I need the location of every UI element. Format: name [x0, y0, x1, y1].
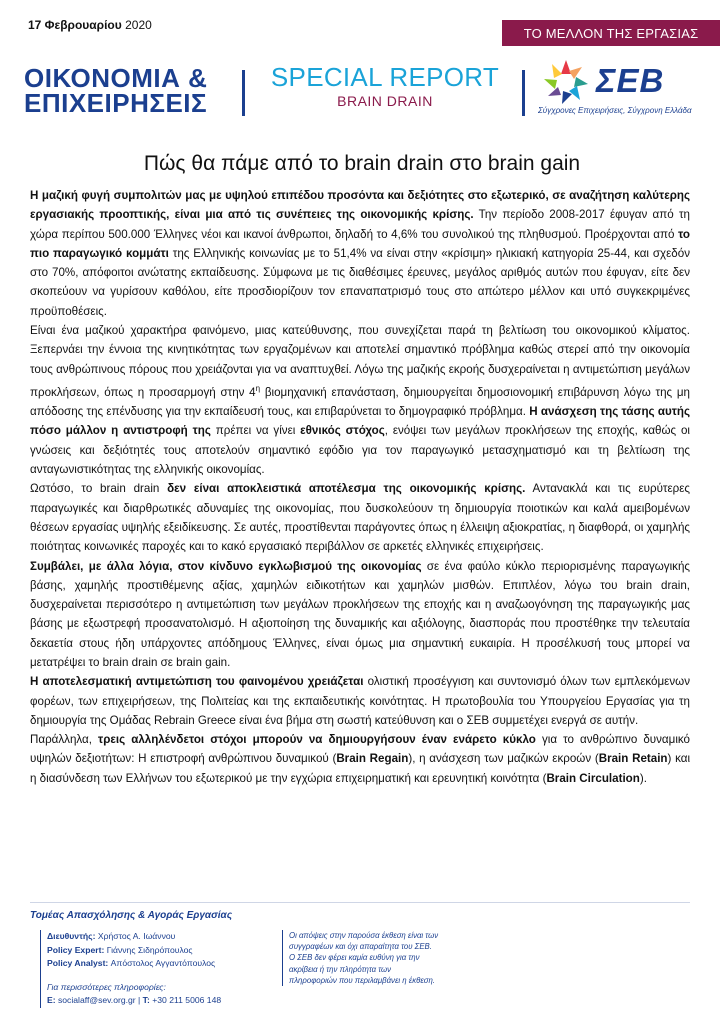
paragraph [30, 730, 690, 788]
date-year: 2020 [125, 18, 152, 32]
text-run: βιομηχανική επανάσταση, δημιουργείται δημοσιονομική επιβάρυνση λόγω της μη απόδοσης της επένδυσης για την εκπαίδευσή τους, και επιβαρύνεται το δημογραφικό πρόβλημα. [30, 385, 690, 419]
director-label: Διευθυντής: [47, 931, 96, 941]
director-name: Χρήστος Α. Ιωάννου [95, 931, 176, 941]
bold-text: Η αποτελεσματική αντιμετώπιση του φαινομένου χρειάζεται [30, 675, 364, 689]
footer-divider [30, 902, 690, 903]
text-run: Είναι ένα μαζικού χαρακτήρα φαινόμενο, μιας κατεύθυνσης, που συνεχίζεται παρά τη βελτίωση του οικονομικού κλίματος. Ξεπερνάει την έννοια της κινητικότητας των εργαζομένων και αποτελεί σημαντικό πρόβλημα καθώς στερεί από την οικονομία τους ανθρώπινους πόρους που χρειάζονται για να αναπτυχθεί. Λόγω της μαζικής εκροής δυσχεραίνεται η αντιμετώπιση μεγάλων προκλήσεων, όπως η προσαρμογή στην 4 [30, 324, 690, 399]
policy-expert-row [47, 944, 272, 958]
superscript-text: η [255, 383, 261, 393]
bold-text: τρεις αλληλένδετοι στόχοι μπορούν να δημιουργήσουν έναν ενάρετο κύκλο [98, 733, 536, 747]
email-link[interactable]: socialaff@sev.org.gr [55, 995, 136, 1006]
policy-analyst-row [47, 957, 272, 971]
bold-text: Συμβάλει, με άλλα λόγια, στον κίνδυνο εγκλωβισμού της οικονομίας [30, 559, 422, 573]
bold-text: Brain Regain [336, 752, 409, 766]
paragraph [30, 672, 690, 730]
sev-logo [538, 56, 718, 120]
report-title: SPECIAL REPORT [270, 62, 500, 92]
bold-text: το πιο παραγωγικό κομμάτι [30, 227, 690, 260]
text-run: ) και η διασύνδεση των Ελλήνων του εξωτερικού με την εγχώρια επιχειρηματική και ερευνητική κοινότητα ( [30, 752, 691, 785]
text-run: Παράλληλα, [30, 733, 99, 747]
text-run: σε ένα φαύλο κύκλο περιορισμένης παραγωγικής βάσης, χαμηλής προστιθέμενης αξίας, χαμηλών ειδικοτήτων και χαμηλών μισθών. Επιπλέον, λόγω του brain drain, δυσχεραίνεται περισσότερο η αντιμετώπιση των μεγάλων προκλήσεων της εποχής και η αναζωογόνηση της παραγωγικής μας βάσης με εξωστρεφή προσανατολισμό. Η αξιοποίηση της δυναμικής και αξιόλογης, διασποράς που προστέθηκε την τελευταία δεκαετία στους ήδη υπάρχοντες απόδημους Έλληνες, είναι όμως μια σημαντική ευκαιρία. Η προσέλκυσή τους μπορεί να μετατρέψει το brain drain σε brain gain. [30, 559, 690, 669]
bold-text: Η ανάσχεση της τάσης αυτής πόσο μάλλον η αντιστροφή της [30, 405, 690, 438]
paragraph [30, 321, 690, 479]
contact-separator: | [135, 995, 143, 1006]
publication-title-line2: ΕΠΙΧΕΙΡΗΣΕΙΣ [24, 88, 208, 118]
policy-expert-name: Γιάννης Σιδηρόπουλος [104, 944, 193, 955]
header-divider-left [242, 70, 245, 116]
department-name: Τομέας Απασχόλησης & Αγοράς Εργασίας [30, 910, 233, 921]
header-divider-right [522, 70, 525, 116]
text-run: Ωστόσο, το brain drain [30, 482, 168, 496]
text-run: , ενόψει των μεγάλων προκλήσεων της εποχής, καθώς οι γνώσεις και δεξιότητές τους αποτελούν σημαντικό εφόδιο για τον παραγωγικό μετασχηματισμό και τη βελτίωση της ανταγωνιστικότητας της ελληνικής οικονομίας. [30, 424, 690, 477]
text-run: ). [639, 771, 647, 785]
text-run: ολιστική προσέγγιση και συντονισμό όλων των εμπλεκόμενων φορέων, των επιχειρήσεων, της Πολιτείας και της εκπαιδευτικής κοινότητας. Η πρωτοβουλία του Υπουργείου Εργασίας για τη δημιουργία της Ομάδας Rebrain Greece είναι ένα βήμα στη σωστή κατεύθυνση και ο ΣΕΒ συμμετέχει ενεργά σε αυτήν. [30, 675, 690, 727]
topic-badge: ΤΟ ΜΕΛΛΟΝ ΤΗΣ ΕΡΓΑΣΙΑΣ [502, 20, 720, 46]
publication-title [24, 63, 208, 118]
more-info-label: Για περισσότερες πληροφορίες: [47, 981, 166, 992]
sev-logo-mark-icon [538, 56, 596, 106]
bold-text: δεν είναι αποκλειστικά αποτέλεσμα της οικονομικής κρίσης. [167, 482, 526, 496]
text-run: Την περίοδο 2008-2017 έφυγαν από τη χώρα περίπου 500.000 Έλληνες νέοι και ικανοί άνθρωποι, δηλαδή το 4,6% του συνολικού της πληθυσμού. Προέρχονται από [30, 208, 690, 241]
bold-text: εθνικός στόχος [300, 424, 385, 438]
paragraph [30, 557, 690, 673]
report-title-block [257, 63, 513, 109]
date-day: 17 Φεβρουαρίου [28, 18, 122, 32]
policy-analyst-name: Απόστολος Αγγαντόπουλος [108, 958, 216, 969]
policy-analyst-label: Policy Analyst: [47, 958, 109, 969]
report-subtitle: BRAIN DRAIN [337, 93, 433, 109]
bold-text: Brain Circulation [546, 771, 640, 785]
text-run: πρέπει να γίνει [210, 424, 301, 438]
paragraph [30, 479, 690, 556]
policy-expert-label: Policy Expert: [47, 944, 105, 955]
email-label: E: [47, 995, 56, 1006]
report-date [28, 18, 152, 32]
text-run: ), η ανάσχεση των μαζικών εκροών ( [408, 752, 599, 766]
text-run: Αντανακλά και τις ευρύτερες παραγωγικές και διαρθρωτικές αδυναμίες της οικονομίας, που δυσκολεύουν τη δημιουργία ποιοτικών και καλά αμειβομένων θέσεων εργασίας υψηλής εξειδίκευσης. Σε αυτές, προστίθενται παράγοντες όπως η έλλειψη αξιοκρατίας, η διαφθορά, οι χαμηλής ποιότητας κοινωνικές παροχές και το κακό εργασιακό περιβάλλον σε αρκετές ελληνικές επιχειρήσεις. [30, 482, 691, 554]
contacts-block [40, 930, 272, 1008]
article-body [30, 186, 690, 788]
contact-row [47, 994, 272, 1008]
sev-logo-tagline: Σύγχρονες Επιχειρήσεις, Σύγχρονη Ελλάδα [538, 106, 692, 115]
bold-text: Brain Retain [598, 752, 668, 766]
publication-title-line1: ΟΙΚΟΝΟΜΙΑ & [24, 63, 208, 93]
article-headline: Πώς θα πάμε από το brain drain στο brain gain [143, 152, 581, 175]
text-run: της Ελληνικής κοινωνίας με το 51,4% να είναι στην «κρίσιμη» ηλικιακή κατηγορία 25-44, και σχεδόν στο 70%, απόφοιτοι ανώτατης εκπαίδευσης. Σύμφωνα με τις διαθέσιμες έρευνες, μεγάλος αριθμός αυτών που έφυγαν, είτε δεν σκοπεύουν να γυρίσουν καθόλου, είτε προσδιορίζουν τον επαναπατρισμό τους στο απώτερο μέλλον και υπό συγκεκριμένες προϋποθέσεις. [30, 246, 690, 318]
sev-logo-text: ΣΕΒ [596, 62, 665, 99]
director-row [47, 930, 272, 944]
paragraph [30, 186, 690, 321]
disclaimer: Οι απόψεις στην παρούσα έκθεση είναι των συγγραφέων και όχι απαραίτητα του ΣΕΒ. Ο ΣΕΒ δεν φέρει καμία ευθύνη για την ακρίβεια ή την πληρότητα των πληροφοριών που περιλαμβάνει η έκθεση. [282, 930, 439, 986]
bold-text: Η μαζική φυγή συμπολιτών μας με υψηλού επιπέδου προσόντα και δεξιότητες στο εξωτερικό, σε αναζήτηση καλύτερης εργασιακής προοπτικής, είναι μια από τις συνέπειες της οικονομικής κρίσης. [30, 189, 690, 222]
text-run: για το ανθρώπινο δυναμικό υψηλών δεξιοτήτων: Η επιστροφή ανθρώπινου δυναμικού ( [30, 733, 690, 766]
phone-label: T: [142, 995, 150, 1006]
phone-number: +30 211 5006 148 [149, 995, 222, 1006]
